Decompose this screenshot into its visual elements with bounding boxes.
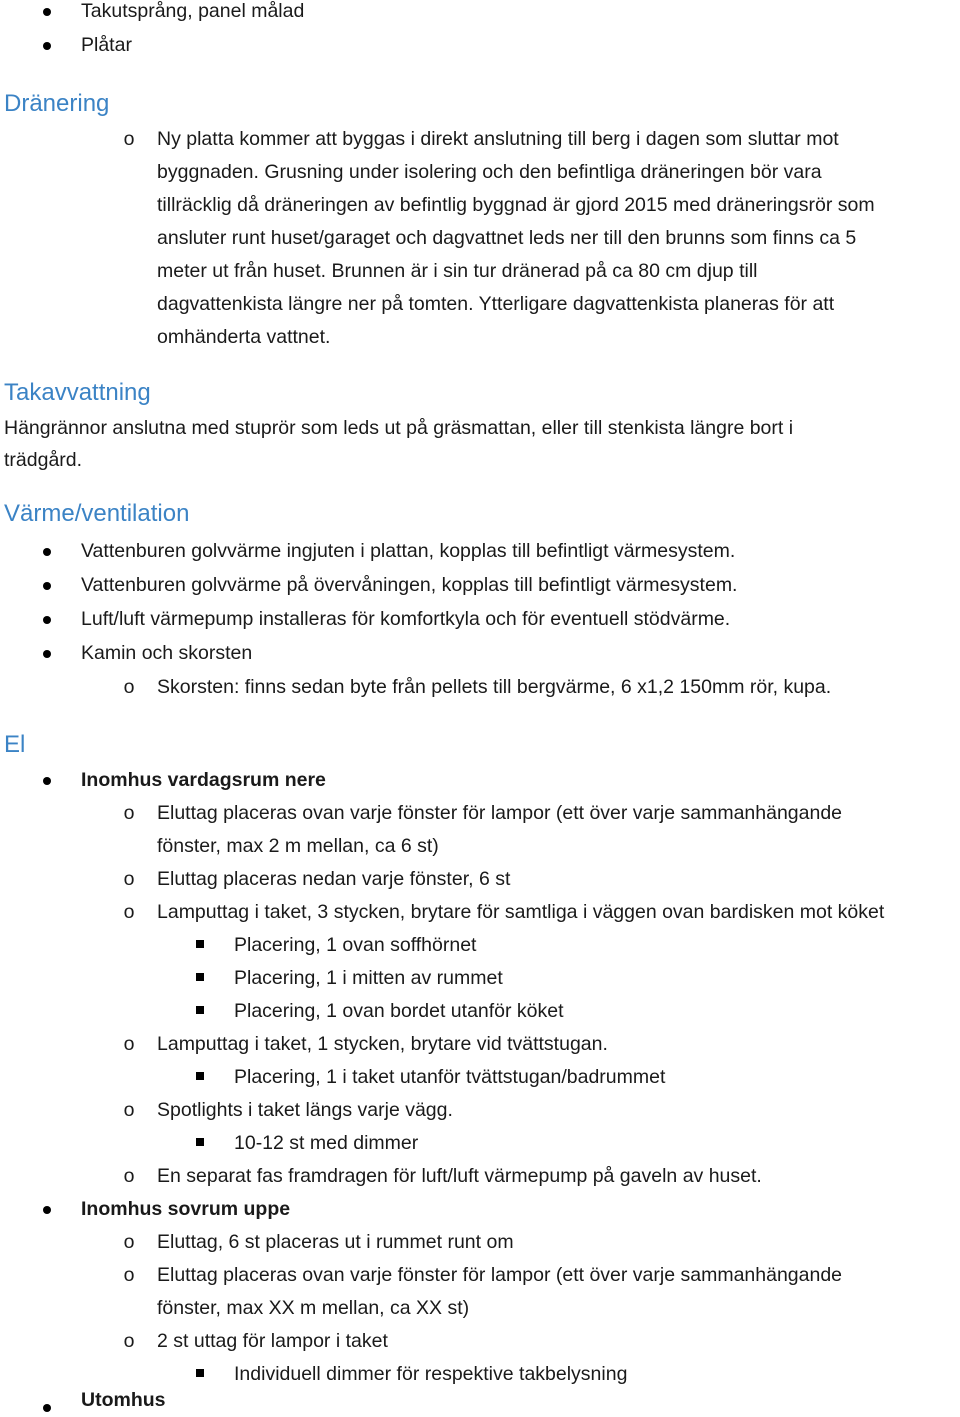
circle-bullet-icon: o [123,676,135,698]
circle-bullet-icon: o [123,1264,135,1286]
list-item: Skorsten: finns sedan byte från pellets till bergvärme, 6 x1,2 150mm rör, kupa. [157,676,832,698]
circle-bullet-icon: o [123,128,135,150]
circle-bullet-icon: o [123,1033,135,1055]
list-item-title: Utomhus [81,1389,166,1411]
square-bullet-icon [196,973,204,981]
list-item-title: Inomhus vardagsrum nere [81,769,326,791]
list-item: Spotlights i taket längs varje vägg. [157,1099,453,1121]
paragraph-line: dagvattenkista längre ner på tomten. Ytterligare dagvattenkista planeras för att [157,293,835,315]
bullet-icon [43,548,51,556]
paragraph-line: omhänderta vattnet. [157,326,331,348]
list-item: Lamputtag i taket, 1 stycken, brytare vid tvättstugan. [157,1033,608,1055]
list-item: Eluttag placeras nedan varje fönster, 6 st [157,868,511,890]
list-item: Eluttag placeras ovan varje fönster för lampor (ett över varje sammanhängande [157,1264,843,1286]
dranering-paragraph [157,123,957,354]
circle-bullet-icon: o [123,1099,135,1121]
circle-bullet-icon: o [123,868,135,890]
paragraph-line: Ny platta kommer att byggas i direkt anslutning till berg i dagen som sluttar mot [157,128,839,150]
list-item: En separat fas framdragen för luft/luft värmepump på gaveln av huset. [157,1165,762,1187]
bullet-icon [43,650,51,658]
bullet-icon [43,1404,51,1412]
list-item: Luft/luft värmepump installeras för komfortkyla och för eventuell stödvärme. [81,608,731,630]
list-item: Vattenburen golvvärme ingjuten i plattan, kopplas till befintligt värmesystem. [81,540,736,562]
section-heading-el: El [4,731,26,758]
list-item-continuation: fönster, max XX m mellan, ca XX st) [157,1297,470,1319]
circle-bullet-icon: o [123,1231,135,1253]
bullet-icon [43,777,51,785]
bullet-icon [43,616,51,624]
section-heading-dranering: Dränering [4,90,110,117]
bullet-icon [43,1206,51,1214]
list-item: Individuell dimmer för respektive takbelysning [234,1363,628,1385]
list-item: Placering, 1 ovan bordet utanför köket [234,1000,564,1022]
list-item-continuation: fönster, max 2 m mellan, ca 6 st) [157,835,439,857]
list-item: Placering, 1 ovan soffhörnet [234,934,477,956]
list-item: Placering, 1 i mitten av rummet [234,967,503,989]
section-heading-takavvattning: Takavvattning [4,379,151,406]
list-item: 2 st uttag för lampor i taket [157,1330,388,1352]
list-item: Plåtar [81,34,132,56]
circle-bullet-icon: o [123,1330,135,1352]
circle-bullet-icon: o [123,1165,135,1187]
circle-bullet-icon: o [123,802,135,824]
list-item: Eluttag placeras ovan varje fönster för lampor (ett över varje sammanhängande [157,802,843,824]
list-item: Lamputtag i taket, 3 stycken, brytare för samtliga i väggen ovan bardisken mot köket [157,901,885,923]
list-item-title: Inomhus sovrum uppe [81,1198,291,1220]
list-item: Placering, 1 i taket utanför tvättstugan/badrummet [234,1066,666,1088]
bullet-icon [43,42,51,50]
paragraph-line: Hängrännor anslutna med stuprör som leds ut på gräsmattan, eller till stenkista längre bort i [4,417,794,439]
paragraph-line: tillräcklig då dräneringen av befintlig byggnad är gjord 2015 med dräneringsrör som [157,194,875,216]
paragraph-line: ansluter runt huset/garaget och dagvattnet leds ner till den brunns som finns ca 5 [157,227,857,249]
paragraph-line: byggnaden. Grusning under isolering och den befintliga dräneringen bör vara [157,161,822,183]
list-item: Takutsprång, panel målad [81,0,305,22]
square-bullet-icon [196,1006,204,1014]
section-heading-varme: Värme/ventilation [4,500,190,527]
bullet-icon [43,8,51,16]
square-bullet-icon [196,1369,204,1377]
square-bullet-icon [196,940,204,948]
paragraph-line: meter ut från huset. Brunnen är i sin tur dränerad på ca 80 cm djup till [157,260,758,282]
bullet-icon [43,582,51,590]
square-bullet-icon [196,1072,204,1080]
list-item: Vattenburen golvvärme på övervåningen, kopplas till befintligt värmesystem. [81,574,738,596]
square-bullet-icon [196,1138,204,1146]
list-item: Eluttag, 6 st placeras ut i rummet runt om [157,1231,514,1253]
list-item: 10-12 st med dimmer [234,1132,419,1154]
circle-bullet-icon: o [123,901,135,923]
paragraph-line: trädgård. [4,449,83,471]
list-item: Kamin och skorsten [81,642,253,664]
